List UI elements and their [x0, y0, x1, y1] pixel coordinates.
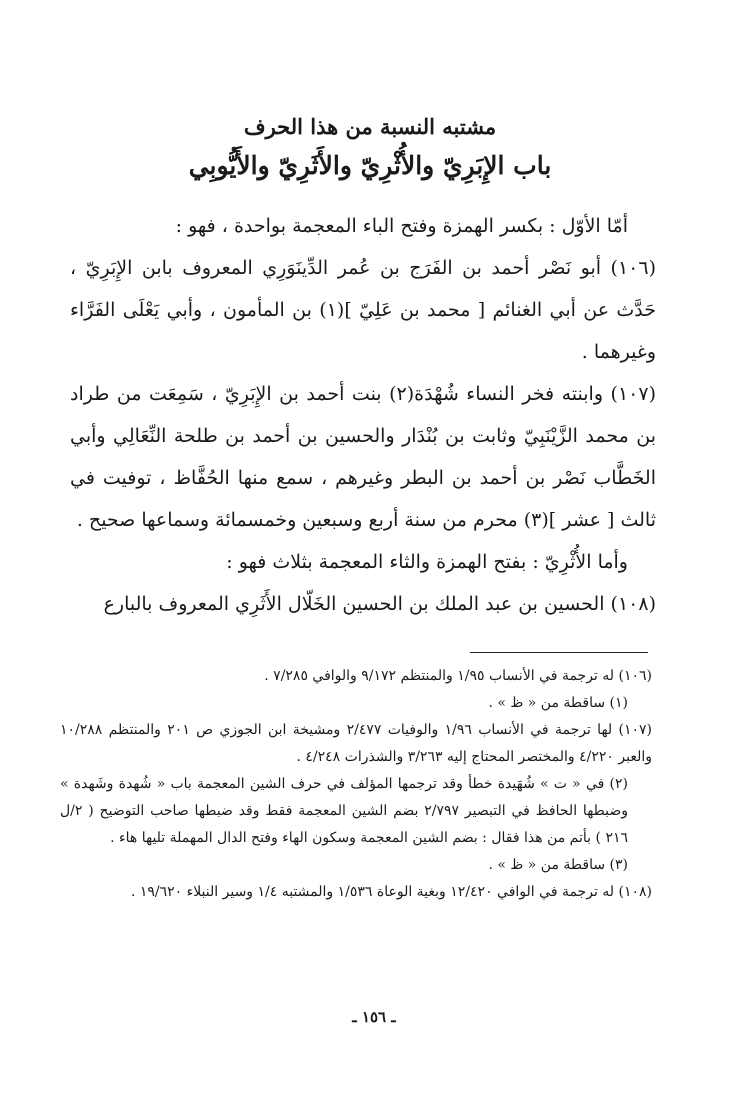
entry-number: (١٠٦) [610, 257, 656, 279]
footnote-2: (٢) في « ت » شُهَيدة خطأ وقد ترجمها المؤلف في حرف الشين المعجمة باب « شُهدة وشَهدة » وضبطها الحافظ في التبصير ٢/٧٩٧ بضم الشين المعجمة فقط وقد ضبطها صاحب التوضيح ( ٢/ل ٢١٦ ) بأتم من هذا فقال : بضم الشين المعجمة وسكون الهاء وفتح الدال المهملة تليها هاء . [60, 776, 628, 846]
footnote-108: (١٠٨) له ترجمة في الوافي ١٢/٤٢٠ وبغية الوعاة ١/٥٣٦ والمشتبه ١/٤ وسير النبلاء ١٩/٦٢٠ . [130, 884, 652, 900]
footnote-107: (١٠٧) لها ترجمة في الأنساب ١/٩٦ والوفيات ٢/٤٧٧ ومشيخة ابن الجوزي ص ٢٠١ والمنتظم ١٠/٢٨٨ والعبر ٤/٢٢٠ والمختصر المحتاج إليه ٣/٢٦٣ والشذرات ٤/٢٤٨ . [60, 722, 653, 765]
entry-number: (١٠٨) [610, 593, 656, 615]
main-text [70, 205, 656, 625]
footnotes [60, 663, 652, 906]
intro-paragraph: أمّا الأوّل : بكسر الهمزة وفتح الباء المعجمة بواحدة ، فهو : [175, 215, 628, 237]
entry-text: أبو نَصْر أحمد بن الفَرَج بن عُمر الدِّينَوَرِي المعروف بابن الإِبَرِيّ ، حَدَّث عن أبي الغنائم [ محمد بن عَلِيّ ](١) بن المأمون ، وأبي يَعْلَى الفَرَّاء وغيرهما . [70, 257, 657, 363]
chapter-title: باب الإِبَرِيّ والأُثْرِيّ والأَثَرِيّ والأَيُّوبِي [188, 151, 552, 180]
entry-number: (١٠٧) [610, 383, 656, 405]
page-number: ـ ١٥٦ ـ [352, 1008, 396, 1026]
entry-107 [70, 373, 656, 541]
entry-108 [70, 583, 656, 625]
footnote-106: (١٠٦) له ترجمة في الأنساب ١/٩٥ والمنتظم ٩/١٧٢ والوافي ٧/٢٨٥ . [264, 668, 652, 684]
entry-text: وابنته فخر النساء شُهْدَة(٢) بنت أحمد بن الإِبَرِيّ ، سَمِعَت من طراد بن محمد الزَّيْنَبِيّ وثابت بن بُنْدَار والحسين بن أحمد بن طلحة النِّعَالِي وأبي الخَطَّاب نَصْر بن أحمد بن البطر وغيرهم ، سمع منها الحُفَّاظ ، توفيت في ثالث [ عشر ](٣) محرم من سنة أربع وسبعين وخمسمائة وسماعها صحيح . [70, 383, 656, 531]
entry-text: الحسين بن عبد الملك بن الحسين الخَلّال الأَثَرِي المعروف بالبارع [103, 593, 605, 615]
chapter-headings [70, 112, 670, 186]
intro-paragraph-2: وأما الأُثْرِيّ : بفتح الهمزة والثاء المعجمة بثلاث فهو : [226, 551, 628, 573]
footnote-1: (١) ساقطة من « ظ » . [488, 695, 628, 711]
entry-106 [70, 247, 656, 373]
section-heading: مشتبه النسبة من هذا الحرف [243, 114, 497, 139]
footnote-3: (٣) ساقطة من « ظ » . [488, 857, 628, 873]
footnote-divider [470, 652, 648, 653]
